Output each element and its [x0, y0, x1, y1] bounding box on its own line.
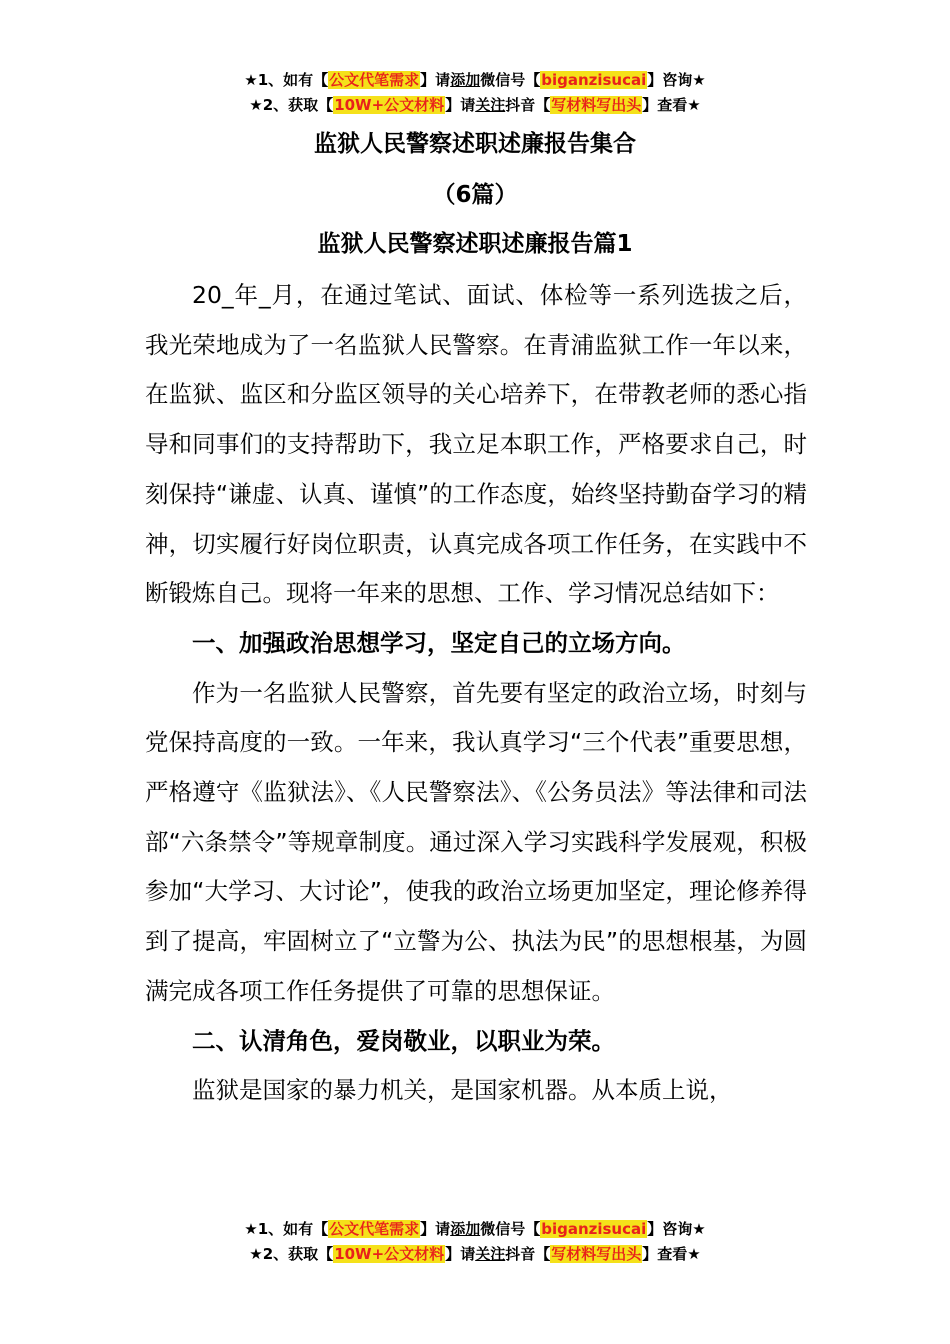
- banner-text: 】请: [445, 96, 476, 114]
- banner-text: ★2、获取【: [249, 96, 334, 114]
- section-title: 监狱人民警察述职述廉报告篇1: [317, 231, 633, 257]
- section-heading: 二、认清角色，爱岗敬业，以职业为荣。: [192, 1026, 615, 1055]
- banner-highlight: 写材料写出头: [551, 96, 642, 114]
- banner-text: 】咨询★: [647, 1220, 706, 1238]
- banner-wechat-id: biganzisucai: [541, 71, 647, 89]
- banner-underlined-text: 关注: [475, 96, 506, 114]
- banner-underlined-text: 关注: [475, 1245, 506, 1263]
- banner-text: 抖音【: [505, 96, 551, 114]
- banner-highlight: 公文代笔需求: [329, 71, 420, 89]
- banner-text: ★1、如有【: [244, 71, 329, 89]
- banner-text: 微信号【: [480, 1220, 541, 1238]
- banner-text: 】请: [420, 1220, 451, 1238]
- banner-highlight: 写材料写出头: [551, 1245, 642, 1263]
- banner-text: 】请: [445, 1245, 476, 1263]
- document-body: [145, 271, 807, 1116]
- banner-highlight: 10W+公文材料: [334, 96, 445, 114]
- banner-text: 】请: [420, 71, 451, 89]
- bottom-banner-line-2: [0, 1243, 950, 1265]
- banner-text: ★1、如有【: [244, 1220, 329, 1238]
- top-banner-line-1: [0, 69, 950, 91]
- document-title: 监狱人民警察述职述廉报告集合: [314, 131, 636, 157]
- banner-text: 微信号【: [480, 71, 541, 89]
- banner-text: 】查看★: [642, 96, 701, 114]
- banner-highlight: 10W+公文材料: [334, 1245, 445, 1263]
- body-paragraph: 20_年_月，在通过笔试、面试、体检等一系列选拔之后，我光荣地成为了一名监狱人民警察。在青浦监狱工作一年以来，在监狱、监区和分监区领导的关心培养下，在带教老师的悉心指导和同事们的支持帮助下，我立足本职工作，严格要求自己，时刻保持“谦虚、认真、谨慎”的工作态度，始终坚持勤奋学习的精神，切实履行好岗位职责，认真完成各项工作任务，在实践中不断锻炼自己。现将一年来的思想、工作、学习情况总结如下：: [145, 281, 807, 608]
- banner-text: ★2、获取【: [249, 1245, 334, 1263]
- body-paragraph: 监狱是国家的暴力机关，是国家机器。从本质上说，: [192, 1076, 733, 1105]
- top-banner-line-2: [0, 94, 950, 116]
- banner-wechat-id: biganzisucai: [541, 1220, 647, 1238]
- section-heading: 一、加强政治思想学习，坚定自己的立场方向。: [192, 628, 686, 657]
- banner-text: 】查看★: [642, 1245, 701, 1263]
- banner-text: 抖音【: [505, 1245, 551, 1263]
- banner-highlight: 公文代笔需求: [329, 1220, 420, 1238]
- banner-underlined-text: 添加: [450, 1220, 481, 1238]
- document-subtitle: （6篇）: [432, 182, 518, 208]
- banner-text: 】咨询★: [647, 71, 706, 89]
- bottom-banner-line-1: [0, 1218, 950, 1240]
- body-paragraph: 作为一名监狱人民警察，首先要有坚定的政治立场，时刻与党保持高度的一致。一年来，我认真学习“三个代表”重要思想，严格遵守《监狱法》、《人民警察法》、《公务员法》等法律和司法部“六条禁令”等规章制度。通过深入学习实践科学发展观，积极参加“大学习、大讨论”，使我的政治立场更加坚定，理论修养得到了提高，牢固树立了“立警为公、执法为民”的思想根基，为圆满完成各项工作任务提供了可靠的思想保证。: [145, 678, 807, 1005]
- banner-underlined-text: 添加: [450, 71, 481, 89]
